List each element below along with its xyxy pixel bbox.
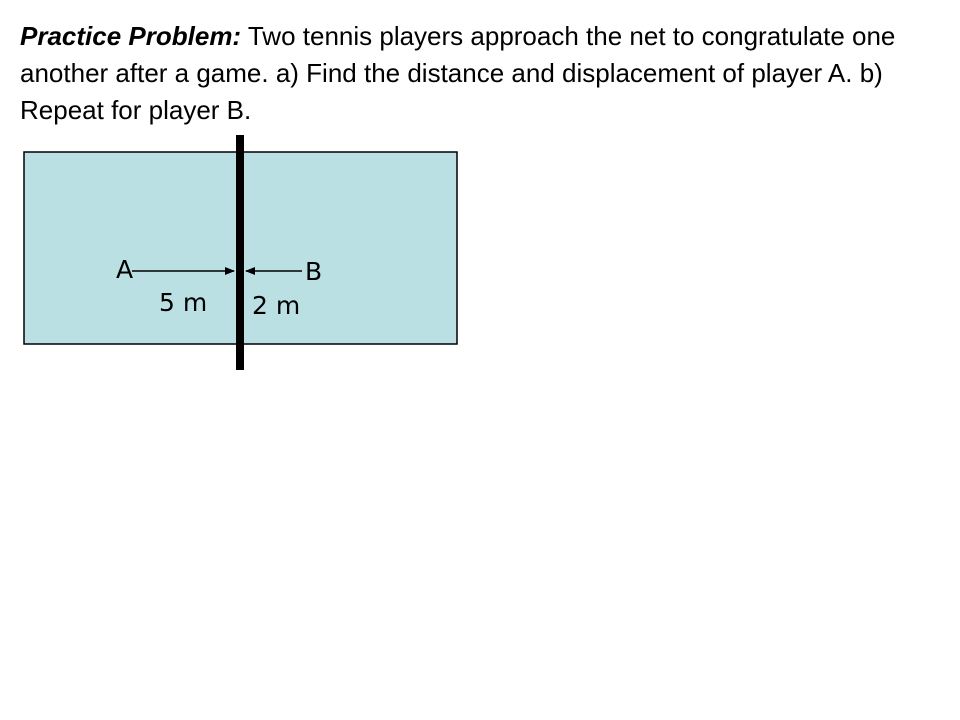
distance-a-label: 5 m <box>159 288 208 317</box>
problem-heading: Practice Problem: <box>20 21 242 51</box>
player-a-label: A <box>116 255 134 284</box>
problem-body: Two tennis players approach the net to congratulate one another after a game. a) Find the distance and displacement of player A. b) Repeat for player B. <box>20 21 896 125</box>
player-b-label: B <box>305 257 323 286</box>
distance-b-label: 2 m <box>252 291 301 320</box>
tennis-net <box>236 135 244 370</box>
